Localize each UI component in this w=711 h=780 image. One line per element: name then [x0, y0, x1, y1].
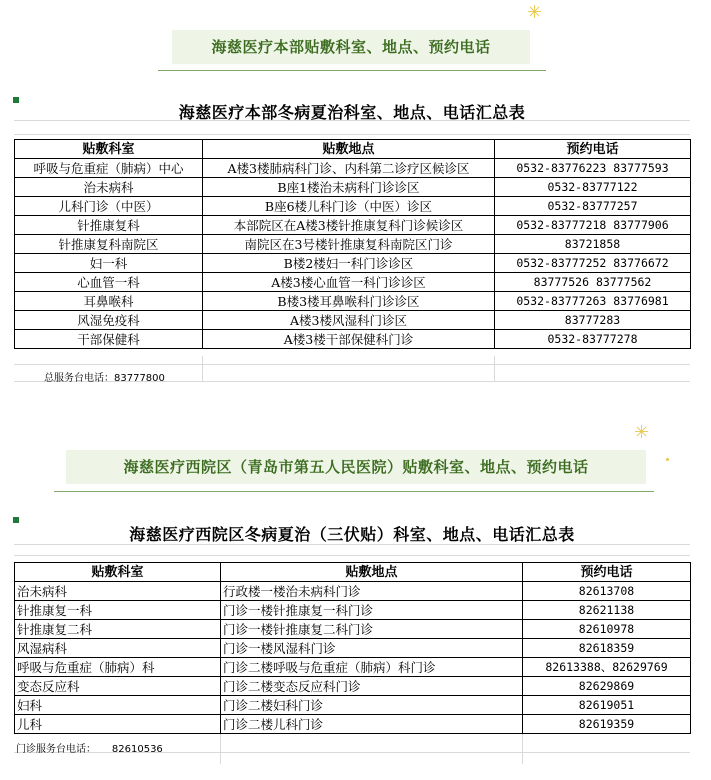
column-header: 贴敷科室 — [15, 563, 221, 582]
department-cell: 针推康复科南院区 — [15, 235, 203, 254]
location-cell: 门诊二楼妇科门诊 — [221, 696, 523, 715]
department-cell: 妇一科 — [15, 254, 203, 273]
location-cell: 门诊一楼针推康复二科门诊 — [221, 620, 523, 639]
section2-service-desk-phone: 门诊服务台电话： 82610536 — [16, 744, 163, 755]
phone-cell: 82619051 — [523, 696, 691, 715]
department-cell: 风湿病科 — [15, 639, 221, 658]
section1-banner-underline — [158, 70, 546, 71]
table-row — [15, 639, 691, 658]
phone-cell: 82619359 — [523, 715, 691, 734]
phone-cell: 82621138 — [523, 601, 691, 620]
column-header: 预约电话 — [523, 563, 691, 582]
section2-table-title: 海慈医疗西院区冬病夏治（三伏贴）科室、地点、电话汇总表 — [129, 525, 575, 544]
phone-cell: 82613388、82629769 — [523, 658, 691, 677]
table-row — [15, 311, 691, 330]
section2-banner-text: 海慈医疗西院区（青岛市第五人民医院）贴敷科室、地点、预约电话 — [123, 458, 589, 476]
gridline — [494, 356, 495, 382]
location-cell: A楼3楼风湿科门诊区 — [203, 311, 495, 330]
table-row — [15, 677, 691, 696]
phone-cell: 83721858 — [495, 235, 691, 254]
gridline — [14, 134, 690, 135]
department-cell: 风湿免疫科 — [15, 311, 203, 330]
phone-cell: 0532-83777278 — [495, 330, 691, 349]
phone-cell: 0532-83777122 — [495, 178, 691, 197]
department-cell: 针推康复科 — [15, 216, 203, 235]
location-cell: B座6楼儿科门诊（中医）诊区 — [203, 197, 495, 216]
sparkle-dot-icon — [666, 458, 669, 461]
location-cell: A楼3楼肺病科门诊、内科第二诊疗区候诊区 — [203, 159, 495, 178]
table-row — [15, 254, 691, 273]
location-cell: 行政楼一楼治未病科门诊 — [221, 582, 523, 601]
location-cell: 门诊一楼风湿科门诊 — [221, 639, 523, 658]
section2-banner — [66, 450, 646, 484]
department-cell: 干部保健科 — [15, 330, 203, 349]
section1-banner — [172, 30, 530, 64]
section2-sheet — [14, 518, 690, 766]
table-header-row — [15, 140, 691, 159]
table-row — [15, 216, 691, 235]
gridline — [14, 364, 690, 365]
section1-service-desk-phone: 总服务台电话：83777800 — [44, 373, 165, 384]
section1-sheet — [14, 98, 690, 382]
sparkle-icon: ✳ — [634, 422, 650, 443]
location-cell: B楼2楼妇一科门诊诊区 — [203, 254, 495, 273]
phone-cell: 0532-83777218 83777906 — [495, 216, 691, 235]
department-cell: 针推康复二科 — [15, 620, 221, 639]
department-cell: 耳鼻喉科 — [15, 292, 203, 311]
table-row — [15, 292, 691, 311]
section1-table — [14, 139, 691, 349]
department-cell: 治未病科 — [15, 582, 221, 601]
location-cell: 门诊一楼针推康复一科门诊 — [221, 601, 523, 620]
phone-cell: 83777283 — [495, 311, 691, 330]
table-row — [15, 235, 691, 254]
column-header: 贴敷科室 — [15, 140, 203, 159]
phone-cell: 82629869 — [523, 677, 691, 696]
department-cell: 儿科门诊（中医） — [15, 197, 203, 216]
phone-cell: 82613708 — [523, 582, 691, 601]
location-cell: A楼3楼心血管一科门诊诊区 — [203, 273, 495, 292]
table-row — [15, 159, 691, 178]
table-row — [15, 658, 691, 677]
department-cell: 针推康复一科 — [15, 601, 221, 620]
location-cell: A楼3楼干部保健科门诊 — [203, 330, 495, 349]
location-cell: 本部院区在A楼3楼针推康复科门诊候诊区 — [203, 216, 495, 235]
section2-table — [14, 562, 691, 734]
gridline — [202, 356, 203, 382]
section1-banner-text: 海慈医疗本部贴敷科室、地点、预约电话 — [211, 38, 491, 56]
table-row — [15, 601, 691, 620]
table-row — [15, 582, 691, 601]
gridline — [522, 734, 523, 764]
table-header-row — [15, 563, 691, 582]
table-row — [15, 620, 691, 639]
location-cell: 门诊二楼变态反应科门诊 — [221, 677, 523, 696]
department-cell: 治未病科 — [15, 178, 203, 197]
section1-table-title: 海慈医疗本部冬病夏治科室、地点、电话汇总表 — [178, 103, 526, 122]
section2-banner-underline — [54, 491, 654, 492]
location-cell: B楼3楼耳鼻喉科门诊诊区 — [203, 292, 495, 311]
column-header: 贴敷地点 — [221, 563, 523, 582]
phone-cell: 83777526 83777562 — [495, 273, 691, 292]
column-header: 预约电话 — [495, 140, 691, 159]
table-row — [15, 330, 691, 349]
table-row — [15, 178, 691, 197]
table-row — [15, 197, 691, 216]
column-header: 贴敷地点 — [203, 140, 495, 159]
location-cell: 门诊二楼儿科门诊 — [221, 715, 523, 734]
gridline — [14, 555, 690, 556]
phone-cell: 82610978 — [523, 620, 691, 639]
department-cell: 心血管一科 — [15, 273, 203, 292]
department-cell: 呼吸与危重症（肺病）中心 — [15, 159, 203, 178]
table-row — [15, 715, 691, 734]
location-cell: B座1楼治未病科门诊诊区 — [203, 178, 495, 197]
department-cell: 变态反应科 — [15, 677, 221, 696]
table-row — [15, 696, 691, 715]
department-cell: 妇科 — [15, 696, 221, 715]
phone-cell: 0532-83776223 83777593 — [495, 159, 691, 178]
location-cell: 南院区在3号楼针推康复科南院区门诊 — [203, 235, 495, 254]
phone-cell: 0532-83777252 83776672 — [495, 254, 691, 273]
gridline — [220, 734, 221, 764]
sparkle-icon: ✳ — [527, 2, 543, 23]
phone-cell: 82618359 — [523, 639, 691, 658]
department-cell: 儿科 — [15, 715, 221, 734]
phone-cell: 0532-83777263 83776981 — [495, 292, 691, 311]
phone-cell: 0532-83777257 — [495, 197, 691, 216]
location-cell: 门诊二楼呼吸与危重症（肺病）科门诊 — [221, 658, 523, 677]
table-row — [15, 273, 691, 292]
department-cell: 呼吸与危重症（肺病）科 — [15, 658, 221, 677]
